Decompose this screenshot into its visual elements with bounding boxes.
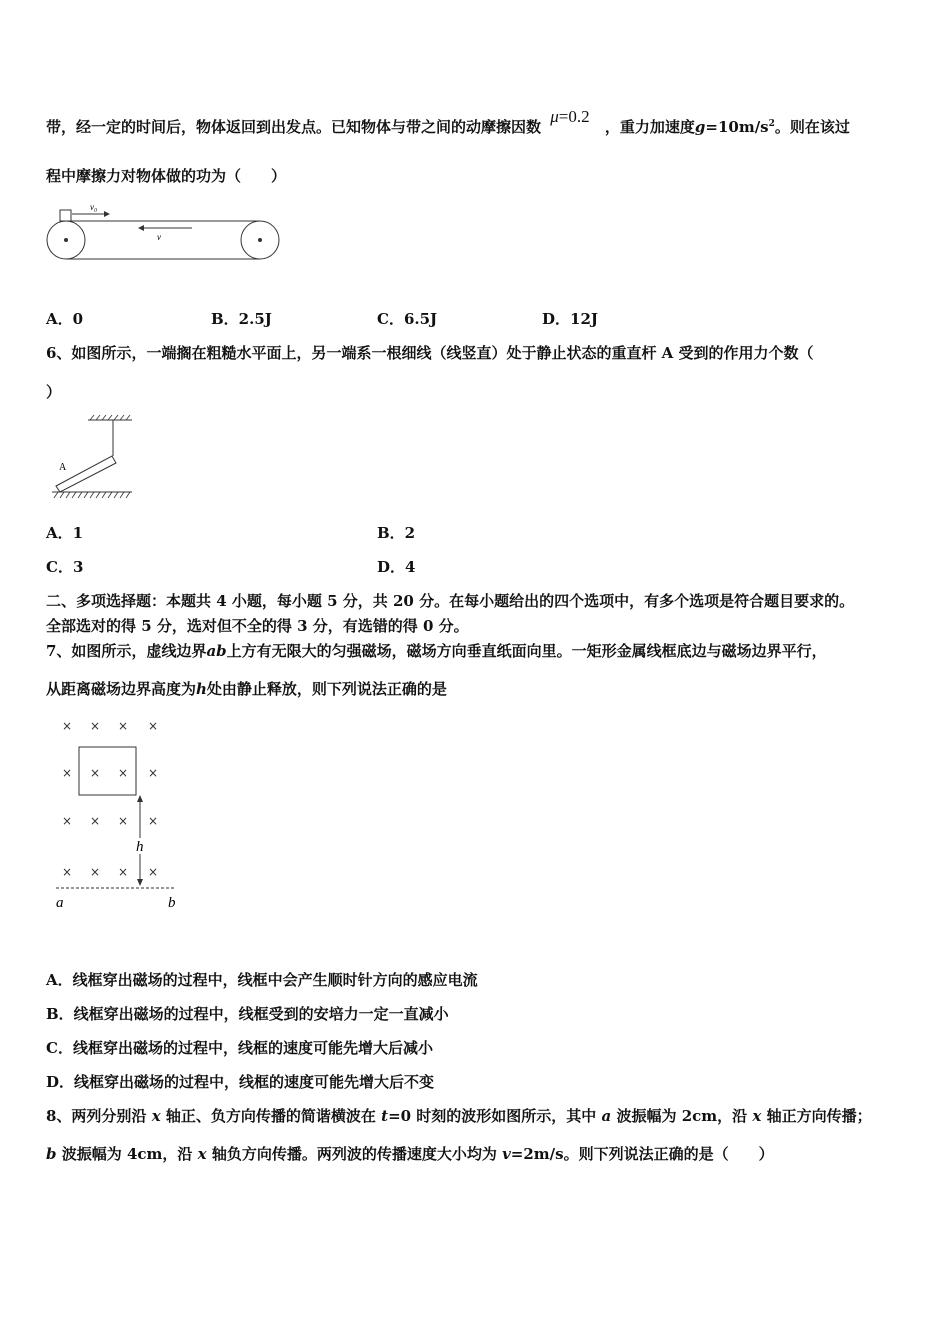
q8-line1-text-d: 波振幅为 2cm，沿 xyxy=(616,1107,748,1125)
cross: × xyxy=(62,766,73,780)
cross: × xyxy=(118,865,129,879)
q8-line1-text-e: 轴正方向传播； xyxy=(766,1107,872,1125)
q7-line1-text-b: 上方有无限大的匀强磁场，磁场方向垂直纸面向里。一矩形金属线框底边与磁场边界平行， xyxy=(226,642,827,660)
q6-line-2: ） xyxy=(46,383,62,401)
q8-line1-text-b: 轴正、负方向传播的简谐横波在 xyxy=(165,1107,376,1125)
v0-arrowhead xyxy=(104,211,110,217)
q6-line-1: 6、如图所示，一端搁在粗糙水平面上，另一端系一根细线（线竖直）处于静止状态的重直杆 A 受到的作用力个数（ xyxy=(46,344,814,362)
q5-option-c[interactable]: C．6.5J xyxy=(377,310,438,328)
mu-equation xyxy=(550,107,589,126)
q5-line1-text-a: 带，经一定的时间后，物体返回到出发点。已知物体与带之间的动摩擦因数 xyxy=(46,118,542,136)
h-label: h xyxy=(136,839,144,855)
v0-label: v₀ xyxy=(90,202,98,212)
q7-option-c[interactable]: C．线框穿出磁场的过程中，线框的速度可能先增大后减小 xyxy=(46,1039,433,1057)
section-2-line-1: 二、多项选择题：本题共 4 小题，每小题 5 分，共 20 分。在每小题给出的四个选项中，有多个选项是符合题目要求的。 xyxy=(46,592,855,610)
left-pulley-axle xyxy=(64,238,68,242)
q8-line2-text-a: 波振幅为 4cm，沿 xyxy=(61,1145,193,1163)
belt-velocity-arrowhead xyxy=(138,225,144,231)
cross: × xyxy=(148,865,159,879)
rod-figure xyxy=(50,412,140,502)
q6-option-b[interactable]: B．2 xyxy=(377,524,416,542)
cross: × xyxy=(90,814,101,828)
q5-line-2: 程中摩擦力对物体做的功为（ ） xyxy=(46,167,287,185)
ceiling-hatch xyxy=(90,415,130,420)
q8-x-var: x xyxy=(752,1107,762,1125)
cross: × xyxy=(90,719,101,733)
g-exponent: 2 xyxy=(768,119,775,129)
cross: × xyxy=(62,814,73,828)
v-label: v xyxy=(157,232,161,242)
q8-line1-text-c: =0 时刻的波形如图所示，其中 xyxy=(388,1107,597,1125)
q7-ab-var: ab xyxy=(206,642,227,660)
q7-line2-text-b: 处由静止释放，则下列说法正确的是 xyxy=(206,680,447,698)
cross: × xyxy=(62,865,73,879)
q8-v-var: v xyxy=(502,1145,511,1163)
cross: × xyxy=(118,814,129,828)
q5-line1-text-c: 。则在该过 xyxy=(774,118,850,136)
field-crosses xyxy=(62,719,158,879)
boundary-label-b: b xyxy=(168,895,176,911)
ground-hatch xyxy=(54,492,130,498)
height-arrowhead-top xyxy=(137,795,143,802)
cross: × xyxy=(118,766,129,780)
q5-option-d[interactable]: D．12J xyxy=(542,310,598,328)
q8-line-2 xyxy=(46,1143,774,1164)
q7-option-b[interactable]: B．线框穿出磁场的过程中，线框受到的安培力一定一直减小 xyxy=(46,1005,449,1023)
cross: × xyxy=(90,766,101,780)
q7-h-var: h xyxy=(196,680,207,698)
q5-option-a[interactable]: A．0 xyxy=(46,310,84,328)
q6-option-c[interactable]: C．3 xyxy=(46,558,84,576)
q7-option-d[interactable]: D．线框穿出磁场的过程中，线框的速度可能先增大后不变 xyxy=(46,1073,435,1091)
mu-value: =0.2 xyxy=(558,107,590,126)
g-value: =10m/s xyxy=(705,118,769,136)
conveyor-belt-figure xyxy=(44,200,284,266)
rod-label: A xyxy=(59,462,67,473)
magnetic-field-figure xyxy=(52,712,187,912)
q8-a-var: a xyxy=(601,1107,612,1125)
q8-t-var: t xyxy=(381,1107,389,1125)
q8-x-var: x xyxy=(197,1145,207,1163)
section-2-line-2: 全部选对的得 5 分，选对但不全的得 3 分，有选错的得 0 分。 xyxy=(46,617,469,635)
q5-line-1 xyxy=(46,107,850,137)
q6-option-a[interactable]: A．1 xyxy=(46,524,84,542)
block xyxy=(60,210,71,221)
cross: × xyxy=(118,719,129,733)
q8-b-var: b xyxy=(46,1145,57,1163)
q8-x-var: x xyxy=(151,1107,161,1125)
q5-line1-text-b: ，重力加速度 xyxy=(604,118,695,136)
q7-line-1 xyxy=(46,640,827,661)
boundary-label-a: a xyxy=(56,895,64,911)
q8-line1-text-a: 8、两列分别沿 xyxy=(46,1107,147,1125)
q6-option-d[interactable]: D．4 xyxy=(377,558,416,576)
q7-line2-text-a: 从距离磁场边界高度为 xyxy=(46,680,197,698)
q7-line1-text-a: 7、如图所示，虚线边界 xyxy=(46,642,207,660)
g-variable: g xyxy=(694,118,706,136)
right-pulley-axle xyxy=(258,238,262,242)
cross: × xyxy=(148,814,159,828)
q8-line2-text-c: =2m/s。则下列说法正确的是（ ） xyxy=(510,1145,774,1163)
cross: × xyxy=(90,865,101,879)
q5-option-b[interactable]: B．2.5J xyxy=(211,310,272,328)
q8-line2-text-b: 轴负方向传播。两列波的传播速度大小均为 xyxy=(211,1145,497,1163)
cross: × xyxy=(148,766,159,780)
q7-option-a[interactable]: A．线框穿出磁场的过程中，线框中会产生顺时针方向的感应电流 xyxy=(46,971,478,989)
q8-line-1 xyxy=(46,1105,872,1126)
mu-symbol: μ xyxy=(550,107,559,126)
q7-line-2 xyxy=(46,678,447,699)
cross: × xyxy=(62,719,73,733)
height-arrowhead-bottom xyxy=(137,879,143,886)
cross: × xyxy=(148,719,159,733)
